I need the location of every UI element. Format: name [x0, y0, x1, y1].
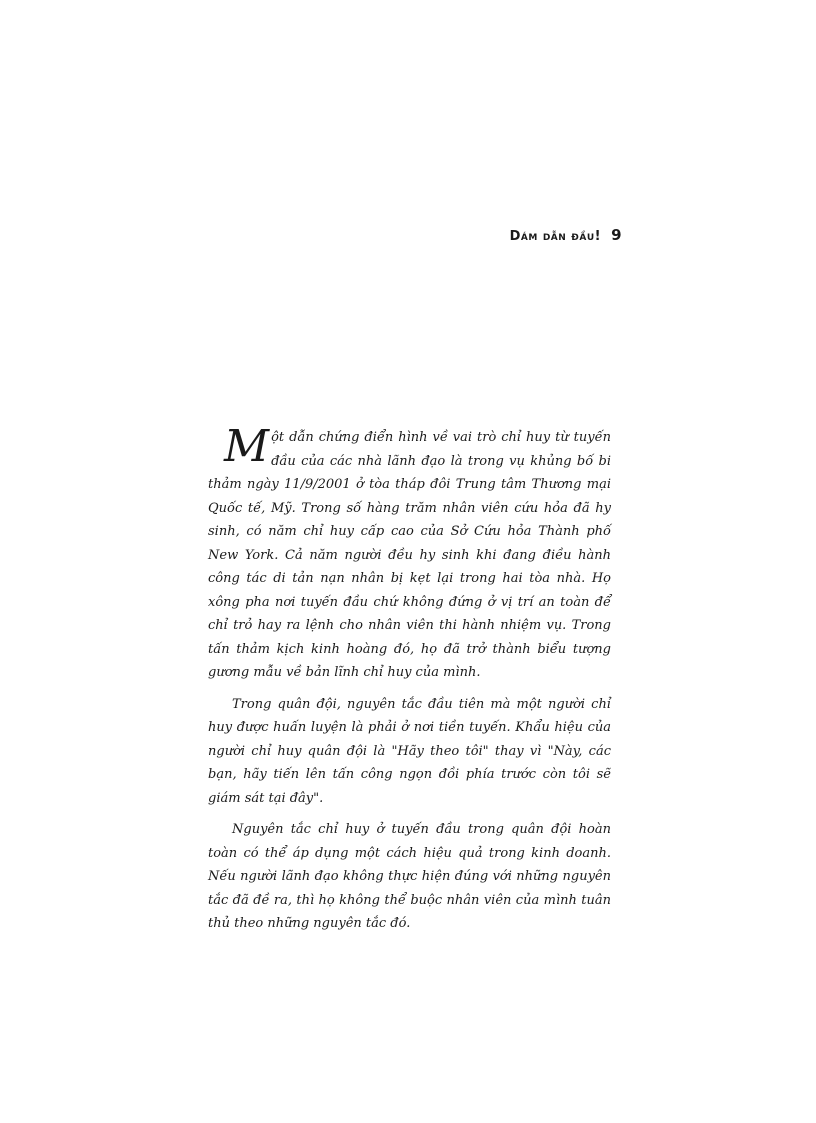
- page-body: [208, 421, 611, 944]
- drop-cap: M: [224, 421, 270, 472]
- paragraph-1-text: ột dẫn chứng điển hình về vai trò chỉ huy từ tuyến đầu của các nhà lãnh đạo là trong vụ khủng bố bi thảm ngày 11/9/2001 ở tòa tháp đôi Trung tâm Thương mại Quốc tế, Mỹ. Trong số hàng trăm nhân viên cứu hỏa đã hy sinh, có năm chỉ huy cấp cao của Sở Cứu hỏa Thành phố New York. Cả năm người đều hy sinh khi đang điều hành công tác di tản nạn nhân bị kẹt lại trong hai tòa nhà. Họ xông pha nơi tuyến đầu chứ không đứng ở vị trí an toàn để chỉ trỏ hay ra lệnh cho nhân viên thi hành nhiệm vụ. Trong tấn thảm kịch kinh hoàng đó, họ đã trở thành biểu tượng gương mẫu về bản lĩnh chỉ huy của mình.: [208, 430, 611, 680]
- paragraph-2: Trong quân đội, nguyên tắc đầu tiên mà một người chỉ huy được huấn luyện là phải ở nơi tiền tuyến. Khẩu hiệu của người chỉ huy quân đội là "Hãy theo tôi" thay vì "Này, các bạn, hãy tiến lên tấn công ngọn đồi phía trước còn tôi sẽ giám sát tại đây".: [208, 696, 611, 806]
- paragraph-1: [208, 421, 611, 685]
- book-title: Dám dẫn đầu!: [509, 229, 602, 244]
- running-header: [510, 226, 622, 246]
- paragraph-3: Nguyên tắc chỉ huy ở tuyến đầu trong quân đội hoàn toàn có thể áp dụng một cách hiệu quả trong kinh doanh. Nếu người lãnh đạo không thực hiện đúng với những nguyên tắc đã đề ra, thì họ không thể buộc nhân viên của mình tuân thủ theo những nguyên tắc đó.: [208, 822, 611, 931]
- page-number: 9: [611, 226, 622, 244]
